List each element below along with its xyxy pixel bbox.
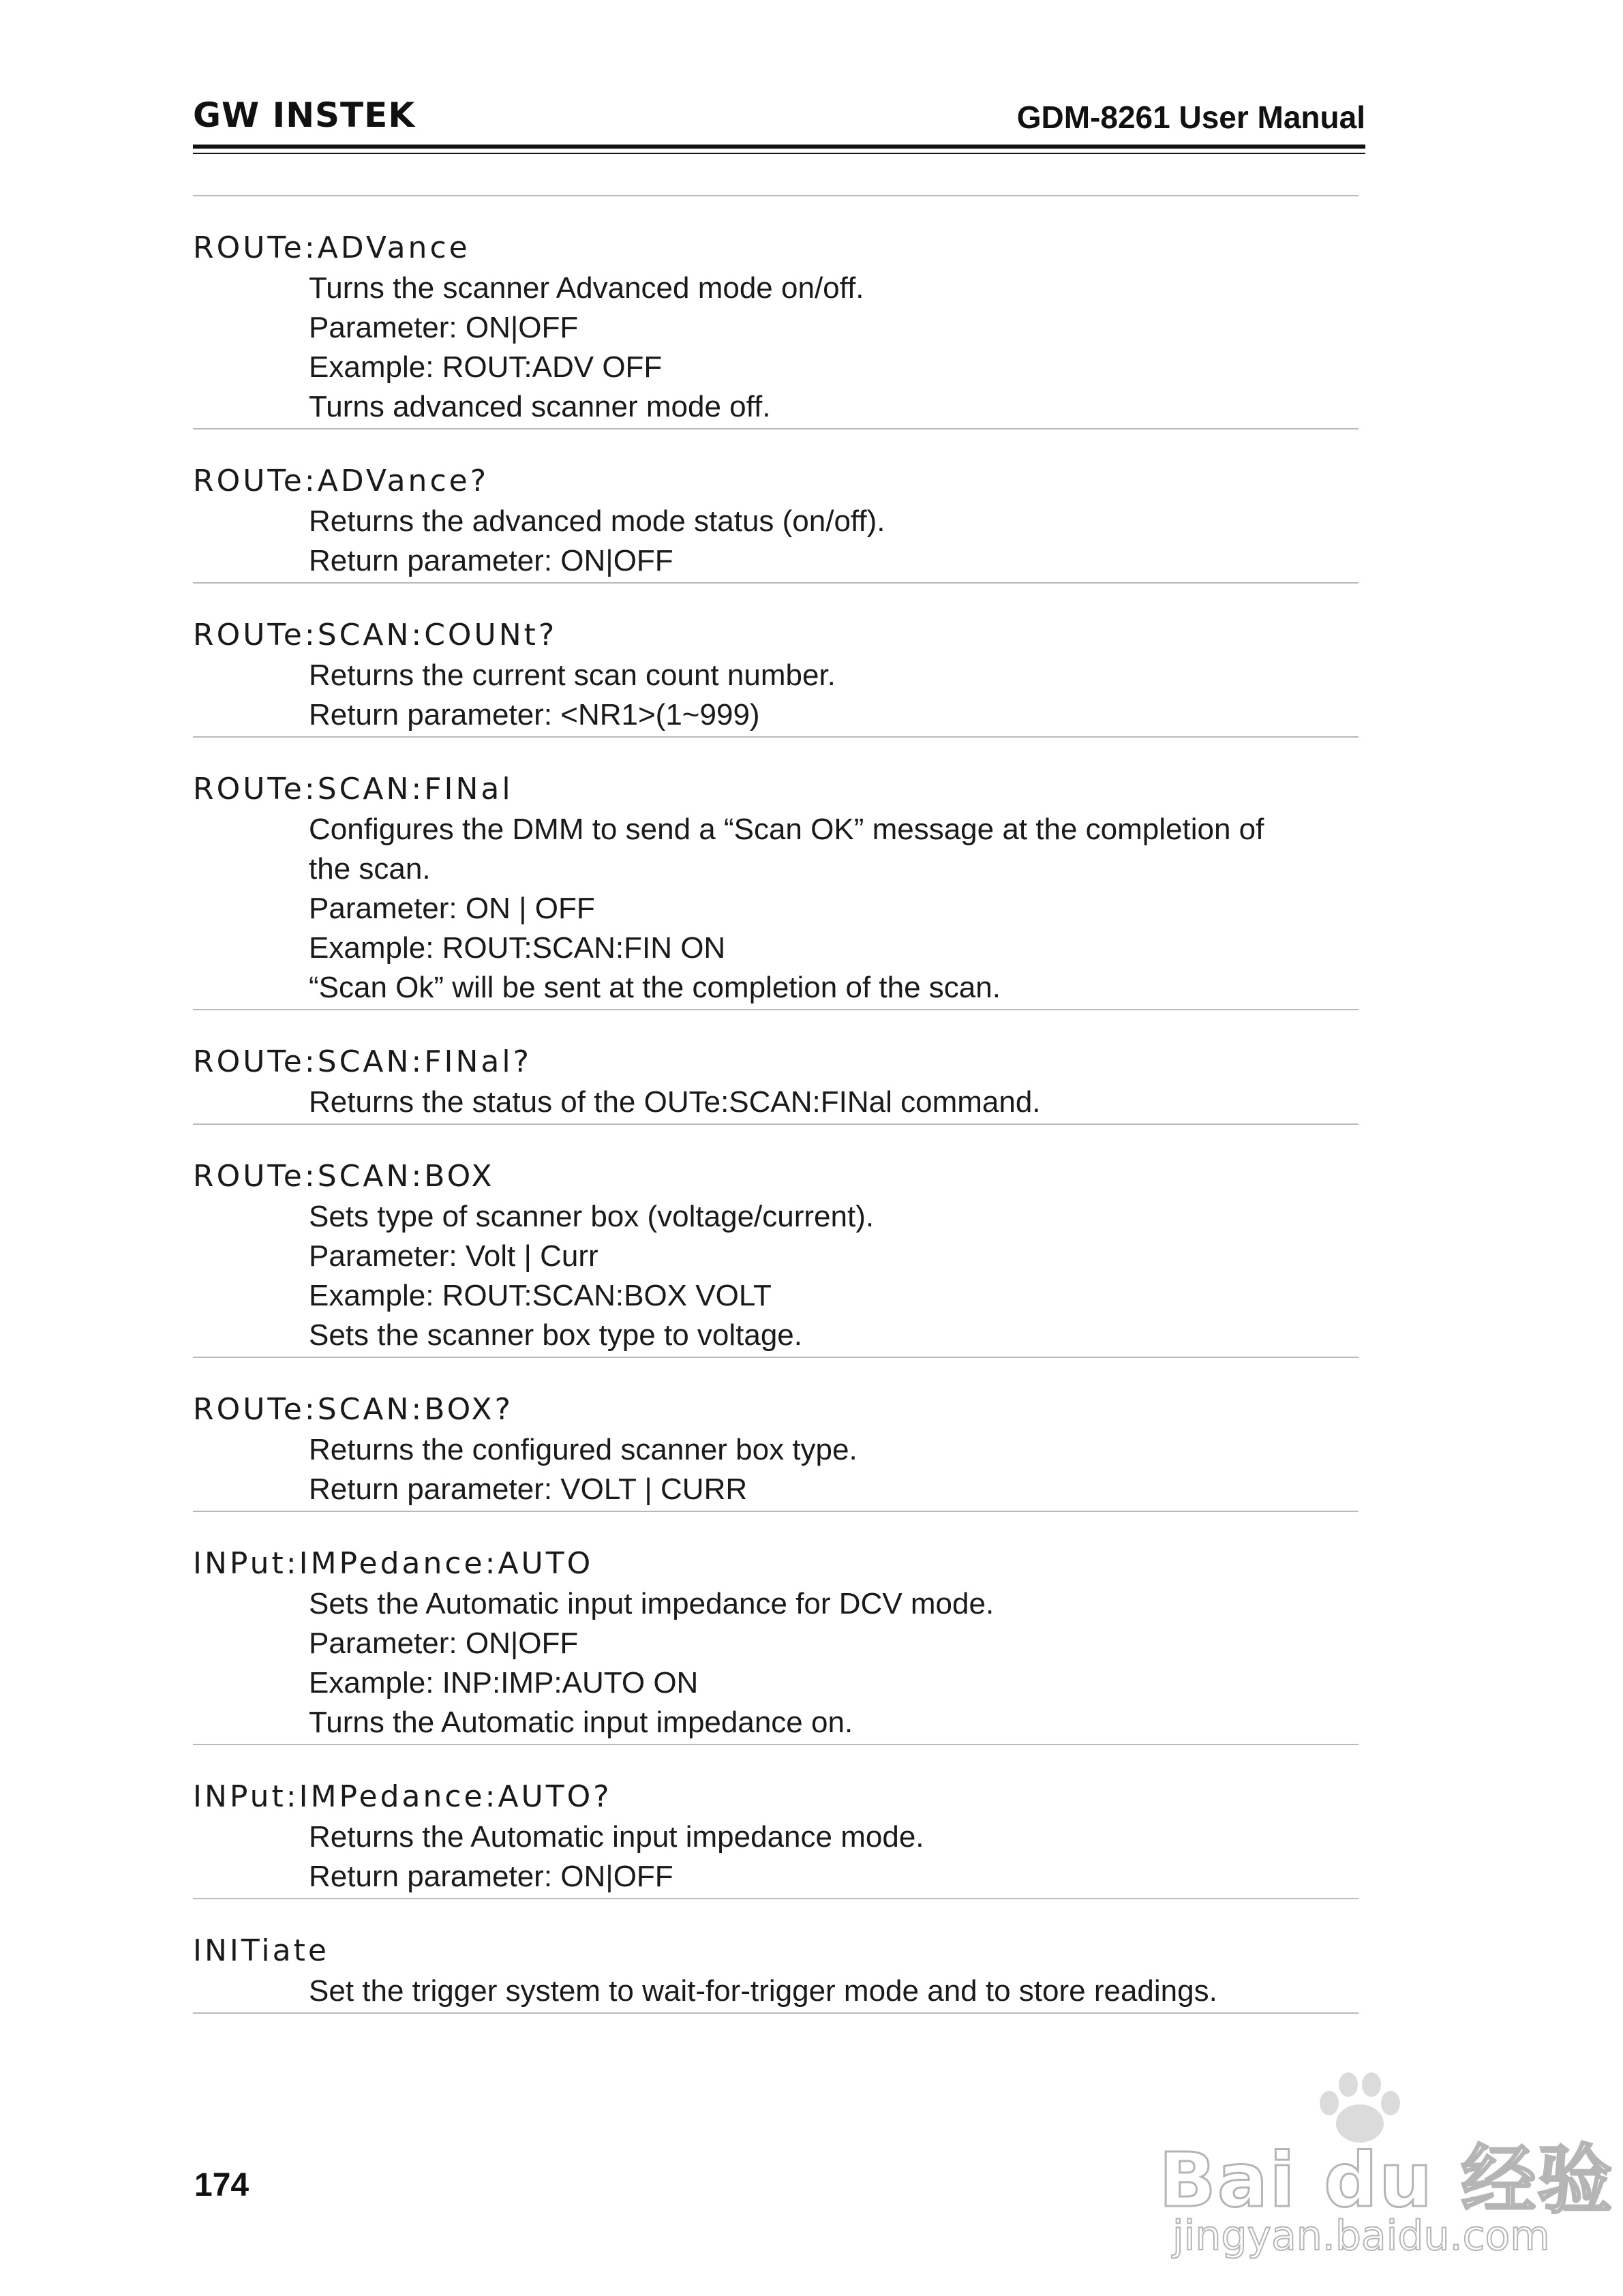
command-entry [193,738,1359,1010]
command-entry [193,429,1359,584]
description-line: Sets the scanner box type to voltage. [309,1318,803,1352]
command-entry [193,1125,1359,1358]
description-line: Set the trigger system to wait-for-trigger mode and to store readings. [309,1974,1217,2008]
description-line: Parameter: ON | OFF [309,892,595,925]
description-line: Returns the current scan count number. [309,659,836,692]
description-line: Return parameter: VOLT | CURR [309,1472,748,1506]
command-description [193,1430,1359,1509]
description-line: Parameter: ON|OFF [309,311,579,344]
command-name: ROUTe:SCAN:COUNt? [193,618,558,652]
description-line: Returns the configured scanner box type. [309,1433,858,1466]
command-description [193,269,1359,427]
command-description [193,1584,1359,1742]
description-line: Return parameter: ON|OFF [309,1860,673,1893]
gwinstek-logo: GW INSTEK [193,95,416,135]
description-line: Returns the advanced mode status (on/off). [309,504,885,538]
command-entry [193,196,1359,429]
description-line: Returns the Automatic input impedance mode. [309,1820,924,1854]
watermark-url: jingyan.baidu.com [1172,2212,1550,2260]
command-name: ROUTe:ADVance? [193,464,489,498]
description-line: Turns the scanner Advanced mode on/off. [309,271,864,305]
description-line: Example: INP:IMP:AUTO ON [309,1666,699,1700]
command-entry [193,1010,1359,1125]
description-line: Return parameter: <NR1>(1~999) [309,698,760,731]
command-description [193,1083,1359,1122]
command-description [193,1817,1359,1897]
command-description [193,502,1359,581]
header-rule-thin [193,153,1365,154]
description-line: Sets the Automatic input impedance for DCV mode. [309,1587,995,1620]
description-line: Sets type of scanner box (voltage/current). [309,1200,875,1233]
command-name: ROUTe:SCAN:FINal [193,772,513,806]
command-name: ROUTe:ADVance [193,230,470,265]
command-description [193,1197,1359,1355]
command-name: INPut:IMPedance:AUTO? [193,1779,612,1814]
baidu-watermark [1159,2066,1614,2270]
description-line: Turns the Automatic input impedance on. [309,1706,853,1739]
description-line: “Scan Ok” will be sent at the completion of the scan. [309,971,1001,1004]
command-entry [193,1358,1359,1512]
description-line: Return parameter: ON|OFF [309,544,673,577]
command-entry [193,584,1359,738]
command-description [193,1972,1359,2011]
description-line: the scan. [309,852,431,886]
command-name: ROUTe:SCAN:BOX? [193,1392,513,1427]
command-description [193,656,1359,735]
description-line: Parameter: ON|OFF [309,1627,579,1660]
command-entry [193,1745,1359,1899]
command-name: INITiate [193,1933,329,1968]
description-line: Turns advanced scanner mode off. [309,390,771,423]
manual-title: GDM-8261 User Manual [1016,100,1365,135]
page-number: 174 [194,2167,249,2203]
command-name: INPut:IMPedance:AUTO [193,1546,594,1581]
command-entry [193,1899,1359,2014]
command-name: ROUTe:SCAN:BOX [193,1159,495,1194]
command-entry [193,1512,1359,1745]
description-line: Configures the DMM to send a “Scan OK” message at the completion of [309,813,1264,846]
description-line: Returns the status of the OUTe:SCAN:FINal command. [309,1085,1041,1119]
description-line: Parameter: Volt | Curr [309,1239,598,1273]
watermark-brand: Bai du 经验 [1159,2136,1614,2224]
command-list [193,196,1359,2014]
description-line: Example: ROUT:SCAN:BOX VOLT [309,1279,772,1312]
command-description [193,810,1359,1008]
header-rule [193,145,1365,149]
description-line: Example: ROUT:ADV OFF [309,350,663,384]
command-name: ROUTe:SCAN:FINal? [193,1044,532,1079]
description-line: Example: ROUT:SCAN:FIN ON [309,931,726,965]
